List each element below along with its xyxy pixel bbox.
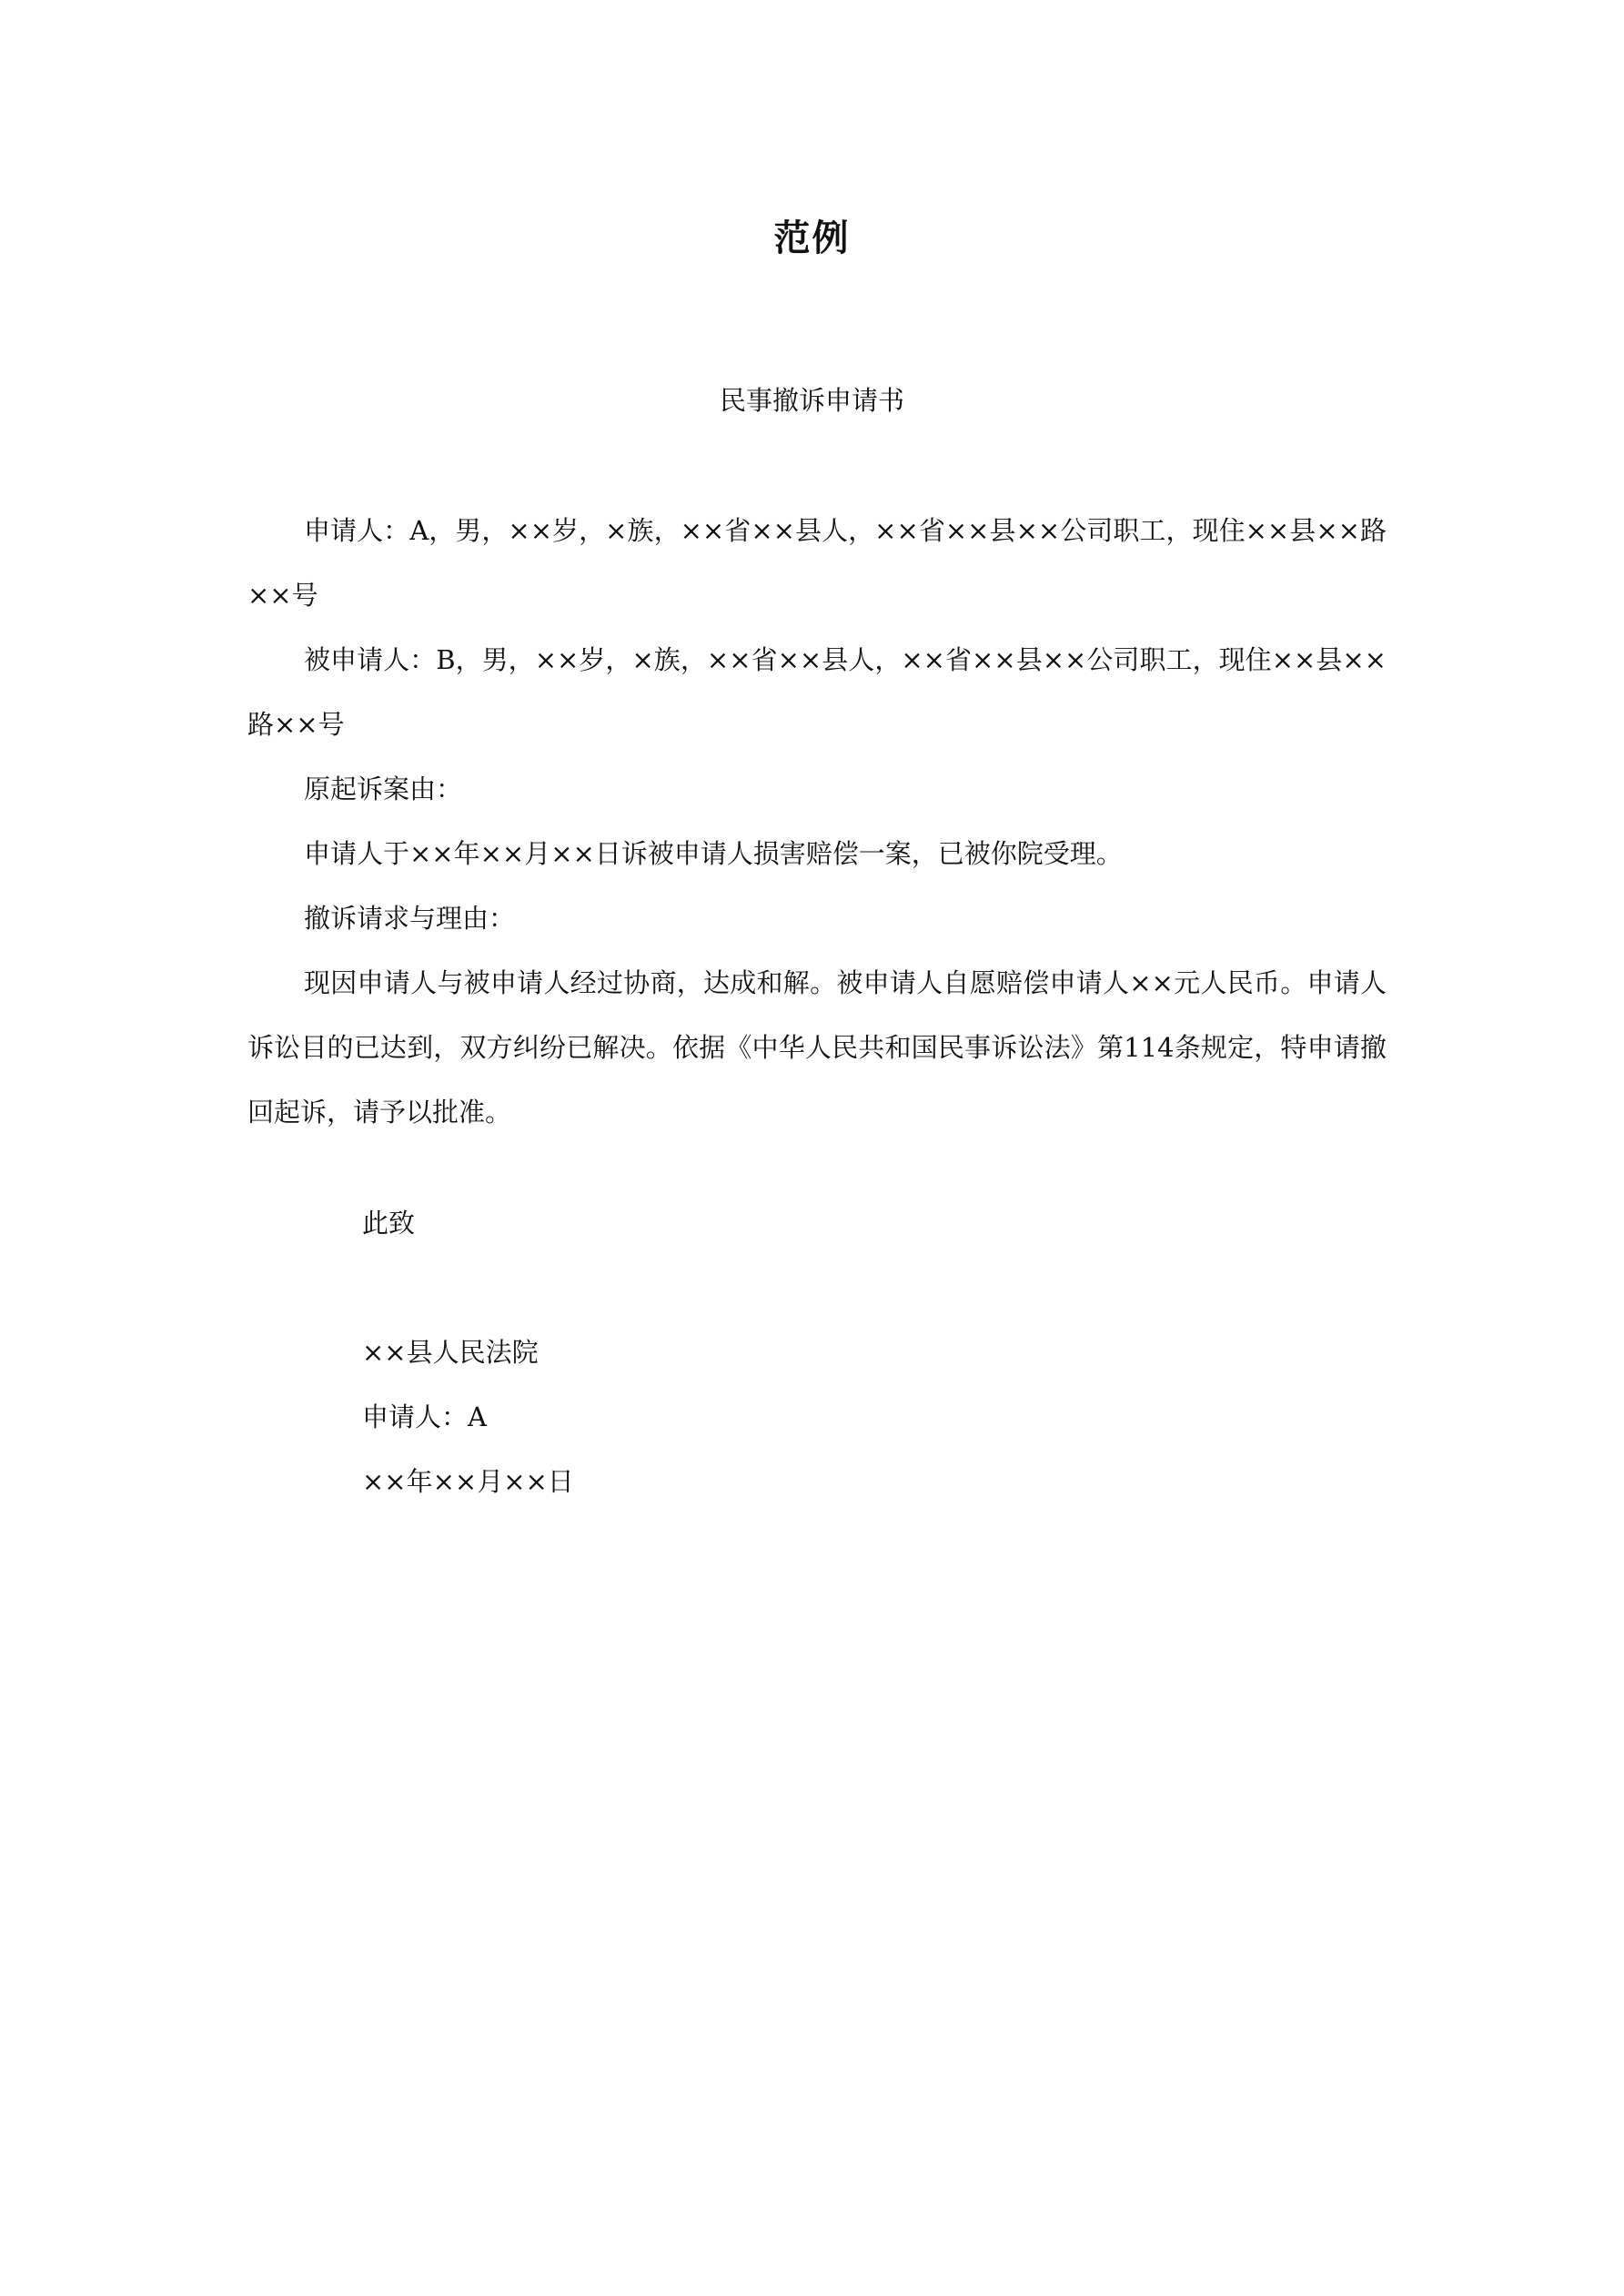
document-title: 民事撤诉申请书 [719,385,904,416]
page-heading: 范例 [773,217,851,259]
original-cause-label: 原起诉案由： [304,774,463,804]
closing-court: ××县人民法院 [362,1337,539,1368]
withdrawal-reason-label: 撤诉请求与理由： [304,903,516,934]
closing-salutation: 此致 [362,1208,416,1239]
document-body [247,499,1387,1145]
original-cause-paragraph: 申请人于××年××月××日诉被申请人损害赔偿一案，已被你院受理。 [304,838,1123,869]
closing-date: ××年××月××日 [362,1466,574,1497]
closing-applicant: 申请人：A [362,1401,487,1432]
respondent-paragraph: 被申请人：B，男，××岁，×族，××省××县人，××省××县××公司职工，现住××县××路××号 [247,644,1387,740]
applicant-paragraph: 申请人：A，男，××岁，×族，××省××县人，××省××县××公司职工，现住××县××路××号 [247,515,1387,611]
withdrawal-reason-paragraph: 现因申请人与被申请人经过协商，达成和解。被申请人自愿赔偿申请人××元人民币。申请人诉讼目的已达到，双方纠纷已解决。依据《中华人民共和国民事诉讼法》第114条规定，特申请撤回起诉，请予以批准。 [247,967,1387,1128]
